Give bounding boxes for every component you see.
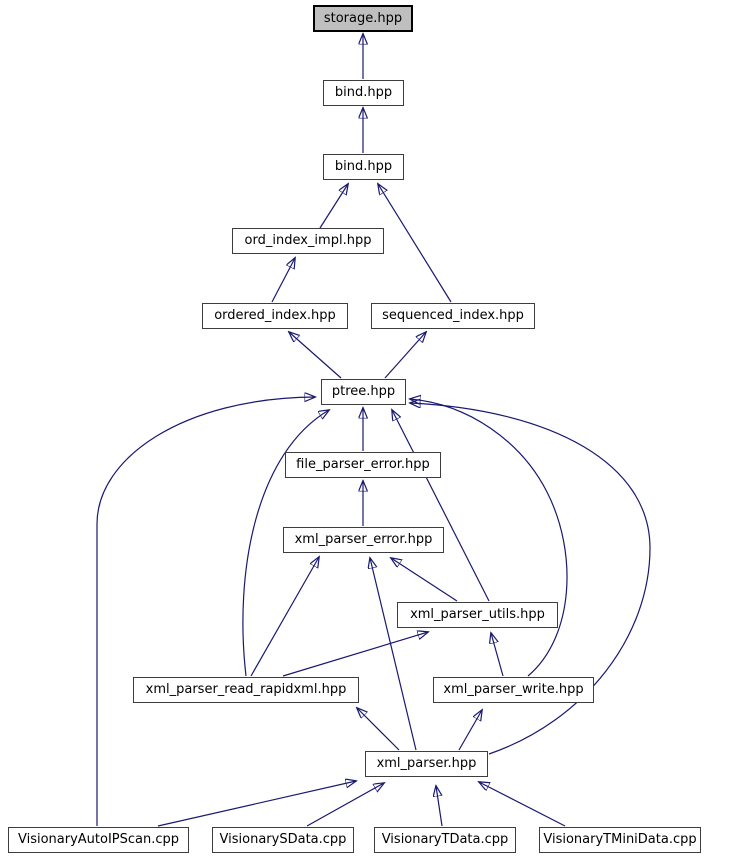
node-xml-parser-hpp[interactable]: xml_parser.hpp: [365, 751, 488, 777]
node-file-parser-error-hpp[interactable]: file_parser_error.hpp: [285, 452, 441, 478]
edge-xml_parser_read_rapidxml-to-xml_parser_error: [251, 557, 319, 676]
edge-visionary_t_mini_data-to-xml_parser: [479, 782, 565, 826]
node-xml-parser-utils-hpp[interactable]: xml_parser_utils.hpp: [397, 602, 558, 628]
edge-visionary_auto_ip_scan-to-ptree: [97, 397, 315, 826]
edge-visionary_auto_ip_scan-to-xml_parser: [158, 781, 356, 826]
edge-xml_parser_write-to-xml_parser_utils: [491, 633, 503, 676]
node-visionary-t-data-cpp[interactable]: VisionaryTData.cpp: [374, 827, 516, 853]
edge-xml_parser-to-xml_parser_error: [370, 558, 416, 750]
node-visionary-auto-ip-scan-cpp[interactable]: VisionaryAutoIPScan.cpp: [8, 827, 189, 853]
node-ptree-hpp[interactable]: ptree.hpp: [321, 379, 406, 405]
node-xml-parser-write-hpp[interactable]: xml_parser_write.hpp: [433, 677, 594, 703]
edge-ordered_index-to-ord_index_impl: [272, 258, 295, 302]
node-bind-hpp-2[interactable]: bind.hpp: [323, 154, 404, 180]
edge-sequenced_index-to-bind2: [378, 184, 451, 302]
edge-xml_parser_utils-to-xml_parser_error: [391, 558, 457, 601]
edge-ptree-to-sequenced_index: [385, 332, 426, 378]
node-xml-parser-read-rapidxml-hpp[interactable]: xml_parser_read_rapidxml.hpp: [133, 677, 359, 703]
edge-ord_index_impl-to-bind2: [320, 184, 348, 228]
node-visionary-s-data-cpp[interactable]: VisionarySData.cpp: [212, 827, 354, 853]
edge-xml_parser-to-xml_parser_write: [459, 710, 482, 750]
edge-visionary_t_data-to-xml_parser: [436, 786, 442, 826]
edge-xml_parser-to-xml_parser_read_rapidxml: [357, 708, 399, 750]
edge-xml_parser_utils-to-ptree: [392, 410, 489, 601]
node-bind-hpp-1[interactable]: bind.hpp: [323, 80, 404, 106]
node-storage-hpp: storage.hpp: [313, 5, 413, 32]
node-xml-parser-error-hpp[interactable]: xml_parser_error.hpp: [283, 527, 444, 553]
node-ord-index-impl-hpp[interactable]: ord_index_impl.hpp: [232, 228, 384, 254]
node-ordered-index-hpp[interactable]: ordered_index.hpp: [202, 303, 348, 329]
edge-xml_parser_read_rapidxml-to-xml_parser_utils: [283, 632, 428, 676]
node-visionary-t-mini-data-cpp[interactable]: VisionaryTMiniData.cpp: [539, 827, 701, 853]
edge-ptree-to-ordered_index: [289, 332, 341, 378]
node-sequenced-index-hpp[interactable]: sequenced_index.hpp: [371, 303, 535, 329]
